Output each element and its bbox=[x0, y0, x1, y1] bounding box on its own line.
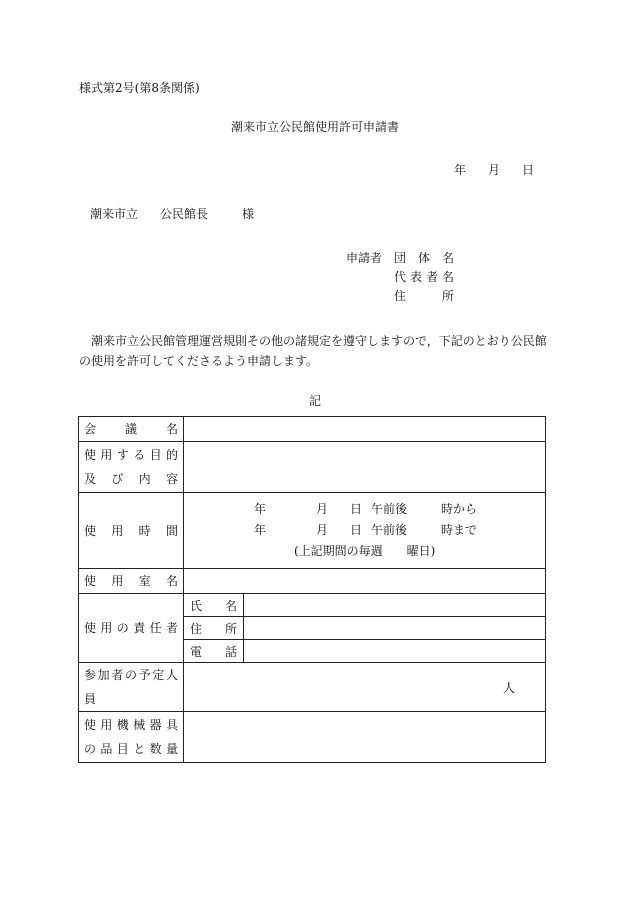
applicant-representative-label: 代表者名 bbox=[394, 270, 454, 284]
ki-heading: 記 bbox=[308, 394, 321, 408]
room-field[interactable] bbox=[184, 569, 546, 594]
time-to-ampm: 午前後 bbox=[371, 523, 408, 537]
purpose-label: 使用する目的 及び内容 bbox=[79, 442, 184, 493]
application-table bbox=[78, 416, 546, 763]
time-label: 使用時間 bbox=[79, 493, 184, 569]
addressee-honorific: 様 bbox=[242, 207, 255, 221]
row-participants bbox=[79, 663, 546, 712]
responsible-address-label: 住所 bbox=[184, 617, 244, 640]
date-line bbox=[454, 164, 534, 176]
document-title: 潮来市立公民館使用許可申請書 bbox=[230, 120, 399, 134]
time-from-line bbox=[184, 499, 545, 520]
responsible-phone-label: 電話 bbox=[184, 640, 244, 663]
row-responsible-name bbox=[79, 594, 546, 617]
row-meeting-name bbox=[79, 417, 546, 442]
room-label: 使用室名 bbox=[79, 569, 184, 594]
participants-label: 参加者の予定人員 bbox=[79, 663, 184, 712]
meeting-name-label: 会議名 bbox=[79, 417, 184, 442]
time-to-line bbox=[184, 520, 545, 541]
time-from-month: 月 bbox=[316, 502, 329, 516]
time-to-day: 日 bbox=[350, 523, 363, 537]
row-equipment bbox=[79, 712, 546, 763]
responsible-address-field[interactable] bbox=[244, 617, 546, 640]
equipment-field[interactable] bbox=[184, 712, 546, 763]
time-from-hour: 時から bbox=[441, 502, 478, 516]
applicant-row-group bbox=[346, 252, 454, 264]
time-period: (上記期間の毎週 曜日) bbox=[294, 544, 436, 558]
time-from-day: 日 bbox=[350, 502, 363, 516]
applicant-address-label: 住所 bbox=[394, 289, 454, 303]
applicant-group-name-label: 団体名 bbox=[394, 251, 454, 265]
row-purpose bbox=[79, 442, 546, 493]
applicant-row-representative bbox=[346, 271, 454, 283]
application-statement: 潮来市立公民館管理運営規則その他の諸規定を遵守しますので，下記のとおり公民館の使用を許可してくださるよう申請します。 bbox=[79, 334, 547, 368]
participants-field[interactable]: 人 bbox=[184, 663, 546, 712]
applicant-row-address bbox=[346, 290, 454, 302]
addressee-city: 潮来市立 bbox=[90, 207, 139, 221]
time-period-line bbox=[184, 541, 545, 562]
addressee-hall: 公民館長 bbox=[160, 207, 209, 221]
time-to-hour: 時まで bbox=[441, 523, 478, 537]
date-month: 月 bbox=[488, 163, 501, 177]
time-field[interactable] bbox=[184, 493, 546, 569]
applicant-role: 申請者 bbox=[346, 251, 383, 265]
responsible-label: 使用の責任者 bbox=[79, 594, 184, 663]
equipment-label: 使用機械器具 の品目と数量 bbox=[79, 712, 184, 763]
time-from-ampm: 午前後 bbox=[371, 502, 408, 516]
meeting-name-field[interactable] bbox=[184, 417, 546, 442]
purpose-field[interactable] bbox=[184, 442, 546, 493]
row-time bbox=[79, 493, 546, 569]
responsible-phone-field[interactable] bbox=[244, 640, 546, 663]
time-to-month: 月 bbox=[316, 523, 329, 537]
responsible-name-field[interactable] bbox=[244, 594, 546, 617]
time-from-year: 年 bbox=[254, 502, 267, 516]
date-day: 日 bbox=[522, 163, 535, 177]
date-year: 年 bbox=[454, 163, 467, 177]
addressee bbox=[90, 208, 254, 220]
time-to-year: 年 bbox=[254, 523, 267, 537]
row-room bbox=[79, 569, 546, 594]
responsible-name-label: 氏名 bbox=[184, 594, 244, 617]
form-number: 様式第2号(第8条関係) bbox=[79, 81, 200, 95]
